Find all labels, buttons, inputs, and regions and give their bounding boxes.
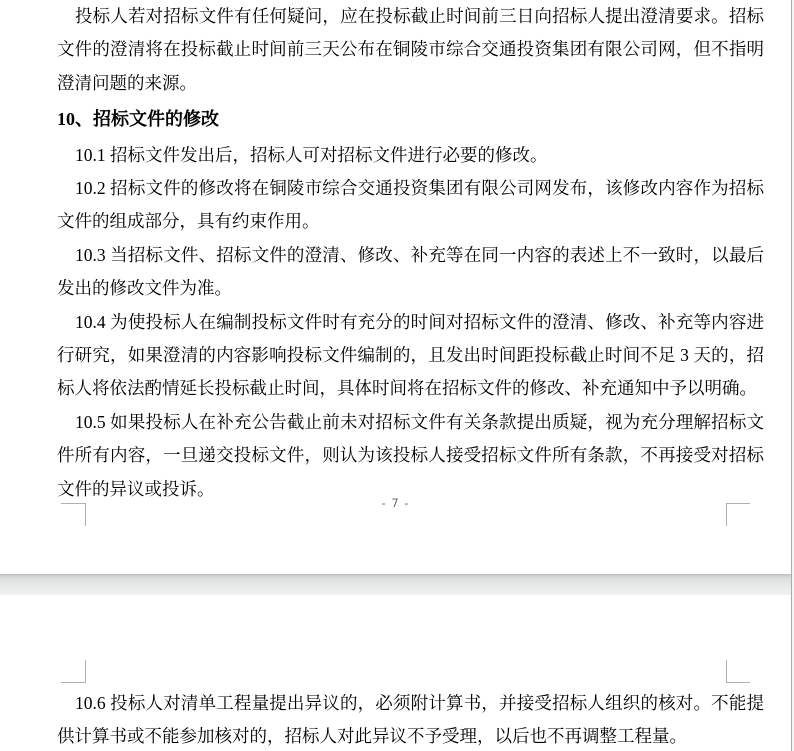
crop-mark-top-left-v	[85, 660, 86, 683]
crop-mark-top-right-v	[726, 660, 727, 683]
paragraph-10-2: 10.2 招标文件的修改将在铜陵市综合交通投资集团有限公司网发布，该修改内容作为招标文件的组成部分，具有约束作用。	[57, 178, 764, 232]
section-heading-10: 10、招标文件的修改	[57, 109, 219, 130]
crop-mark-bottom-left-v	[85, 503, 86, 526]
paragraph-10-3: 10.3 当招标文件、招标文件的澄清、修改、补充等在同一内容的表述上不一致时，以最后发出的修改文件为准。	[57, 244, 764, 299]
page-8[interactable]	[0, 595, 791, 751]
paragraph-clarification-intro: 投标人若对招标文件有任何疑问，应在投标截止时间前三日向招标人提出澄清要求。招标文件的澄清将在投标截止时间前三天公布在铜陵市综合交通投资集团有限公司网，但不指明澄清问题的来源。	[57, 6, 764, 93]
page-break-band	[0, 574, 794, 595]
page-7-text	[57, 0, 764, 506]
paragraph-10-1: 10.1 招标文件发出后，招标人可对招标文件进行必要的修改。	[75, 144, 548, 165]
paragraph-10-4: 10.4 为使投标人在编制投标文件时有充分的时间对招标文件的澄清、修改、补充等内容进行研究，如果澄清的内容影响投标文件编制的，且发出时间距投标截止时间不足 3 天的，招标人将依法酌情延长投标截止时间，具体时间将在招标文件的修改、补充通知中予以明确。	[57, 311, 764, 399]
paragraph-10-6: 10.6 投标人对清单工程量提出异议的，必须附计算书，并接受招标人组织的核对。不能提供计算书或不能参加核对的，招标人对此异议不予受理，以后也不再调整工程量。	[57, 693, 764, 747]
paragraph-10-5: 10.5 如果投标人在补充公告截止前未对招标文件有关条款提出质疑，视为充分理解招标文件所有内容，一旦递交投标文件，则认为该投标人接受招标文件所有条款，不再接受对招标文件的异议或投诉。	[57, 411, 764, 499]
crop-mark-bottom-right-h	[726, 503, 750, 504]
crop-mark-bottom-right-v	[726, 503, 727, 526]
crop-mark-top-right-h	[726, 682, 750, 683]
crop-mark-top-left-h	[61, 682, 85, 683]
page-8-text	[57, 687, 764, 751]
page-number: - 7 -	[381, 496, 410, 510]
crop-mark-bottom-left-h	[61, 503, 85, 504]
